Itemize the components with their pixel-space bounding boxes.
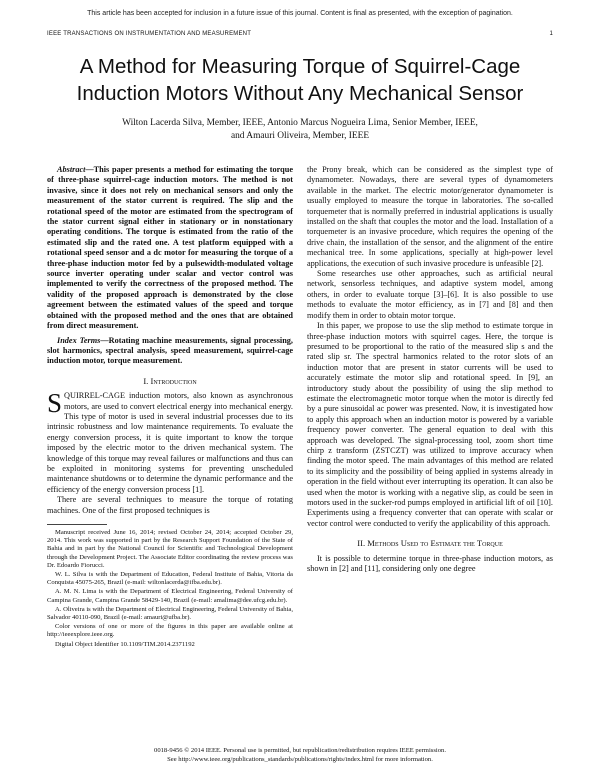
running-header [47, 31, 553, 37]
acceptance-notice: This article has been accepted for inclusion in a future issue of this journal. Content is final as presented, with the exception of pagination. [87, 10, 513, 17]
right-paragraph-1: the Prony break, which can be considered as the simplest type of dynamometer. Nowadays, there are several types of dynamometers available in the market. The electric motor/generator dynamometer is usually employed to measure the torque in laboratories. The so-called torquemeter that is normally preferred in industrial applications is usually installed on the shaft that couples the motor and the load. Installation of a torquemeter is an invasive procedure, which requires the opening of the drive chain, the installation of the sensor, and the alignment of the entire mechanical tree. In some applications, specially at high-power level applications, the execution of such invasive procedure is unfeasible [2]. [307, 165, 553, 268]
footnote-divider [47, 524, 107, 525]
right-paragraph-3: In this paper, we propose to use the slip method to estimate torque in three-phase induction motors with squirrel cages. Here, the torque is presumed to be proportional to the ratio of the measured slip s and the rated slip sr. The spectral harmonics related to the rotor slots of an induction motor that are present in stator currents will be used to accurately estimate the motor slip and rotational speed. In [9], an introductory study about the possibility of using the slip method to estimate the electromagnetic motor torque when the motor is directly fed by a pure sinusoidal ac power was presented. Now, it is investigated how to apply this approach when an induction motor is powered by a variable frequency power converter. The general equation to deal with this approach was developed. The signal-processing tool, zoom short time chirp z transform (ZSTCZT) was utilized to improve accuracy when finding the motor speed. The main advantages of this method are related to its simplicity and the possibility of being applied in systems already in operation in the field without ever interrupting its operation. It can also be used when the motor is working with a negative slip, as could be seen in motors used in the sucker-rod pumps employed in artificial lift of oil [10]. Experiments using a frequency converter that can operate with scalar or vector control were conducted to verify the applicability of this approach. [307, 321, 553, 528]
intro-paragraph-2: There are several techniques to measure the torque of rotating machines. One of the first proposed techniques is [47, 495, 293, 515]
intro-paragraph-1: SQUIRREL-CAGE induction motors, also known as asynchronous motors, are used to convert electrical energy into mechanical energy. This type of motor is used in several industrial processes due to its intrinsic robustness and low maintenance requirements. To evaluate the energy conversion process, it is quite important to know the torque imposed by the electric motor to the driven mechanical system. The knowledge of this torque may reveal failures or malfunctions and thus can be exploited in monitoring systems for preventing unscheduled maintenance shutdowns or to determine the dynamic performance and the efficiency of the energy conversion process [1]. [47, 388, 293, 494]
footnote-doi: Digital Object Identifier 10.1109/TIM.2014.2371192 [55, 640, 195, 648]
section-heading-methods: II. Methods Used to Estimate the Torque [357, 538, 503, 549]
abstract [47, 165, 293, 332]
authors-line-1: Wilton Lacerda Silva, Member, IEEE, Antonio Marcus Nogueira Lima, Senior Member, IEEE, [122, 118, 478, 128]
footnote-author-silva: W. L. Silva is with the Department of Education, Federal Institute of Bahia, Vitoria da Conquista 45075-265, Brazil (e-mail: wiltonlacerda@ifba.edu.br). [47, 571, 293, 587]
journal-name: IEEE TRANSACTIONS ON INSTRUMENTATION AND MEASUREMENT [47, 31, 252, 37]
footnote-author-oliveira: A. Oliveira is with the Department of Electrical Engineering, Federal University of Bahia, Salvador 40110-090, Brazil (e-mail: amauri@ufba.br). [47, 605, 293, 622]
copyright-footer [0, 746, 600, 764]
footnote-author-lima: A. M. N. Lima is with the Department of Electrical Engineering, Federal University of Campina Grande, Campina Grande 58429-140, Brazil (e-mail: amalima@dee.ufcg.edu.br). [47, 588, 293, 604]
methods-paragraph-1: It is possible to determine torque in three-phase induction motors, as shown in [2] and [11], considering only one degree [307, 553, 553, 574]
footnote-manuscript: Manuscript received June 16, 2014; revised October 24, 2014; accepted October 29, 2014. This work was supported in part by the Research Support Foundation of the State of Bahia and in part by the National Council for Scientific and Technological Development through the Development Project. The Associate Editor coordinating the review process was Dr. Edoardo Fiorucci. [47, 529, 293, 569]
page-number: 1 [549, 31, 553, 37]
title-line-2: Induction Motors Without Any Mechanical Sensor [76, 82, 524, 105]
left-column [47, 165, 293, 650]
abstract-text: —This paper presents a method for estimating the torque of three-phase squirrel-cage induction motors. The method is not invasive, since it does not rely on mechanical sensors and only the measurement of the stator current is required. The slip and the rotational speed of the motor are estimated from the spectrogram of the stator current signal either in stationary or in nonstationary operating conditions. The torque is estimated from the ratio of the estimated slip and the rated one. A test platform equipped with a rotational speed sensor and a dc motor for measuring the torque of a three-phase induction motor fed by a pulsewidth-modulated voltage source inverter operating under scalar and vector control was implemented to verify the correctness of the proposed method. The validity of the proposed approach is demonstrated by the close agreement between the estimated values of the speed and torque obtained with the proposed method and the ones that are obtained from direct measurement. [47, 165, 293, 331]
footnotes [47, 529, 293, 649]
rights-link-line: See http://www.ieee.org/publications_standards/publications/rights/index.html for more information. [167, 756, 433, 763]
footnote-color-versions: Color versions of one or more of the figures in this paper are available online at http://ieeexplore.ieee.org. [47, 623, 293, 639]
index-terms-label: Index Terms [57, 335, 101, 345]
section-heading-introduction: I. Introduction [143, 375, 197, 386]
right-column [307, 165, 553, 574]
right-paragraph-2: Some researches use other approaches, such as artificial neural network, sensorless techniques, and adaptive system model, among others, in order to evaluate torque [3]–[6]. It is also possible to use methods to evaluate the motor efficiency, as in [7] and [8] and then modify them in order to obtain motor torque. [307, 269, 553, 320]
paper-title [40, 53, 560, 107]
author-list [40, 117, 560, 143]
index-terms [47, 336, 293, 367]
index-terms-text: —Rotating machine measurements, signal processing, slot harmonics, spectral analysis, speed measurement, squirrel-cage induction motor, torque measurement. [47, 335, 293, 366]
abstract-label: Abstract [57, 165, 86, 174]
copyright-line: 0018-9456 © 2014 IEEE. Personal use is permitted, but republication/redistribution requires IEEE permission. [154, 747, 446, 754]
title-line-1: A Method for Measuring Torque of Squirrel-Cage [79, 55, 521, 78]
authors-line-2: and Amauri Oliveira, Member, IEEE [230, 131, 370, 141]
